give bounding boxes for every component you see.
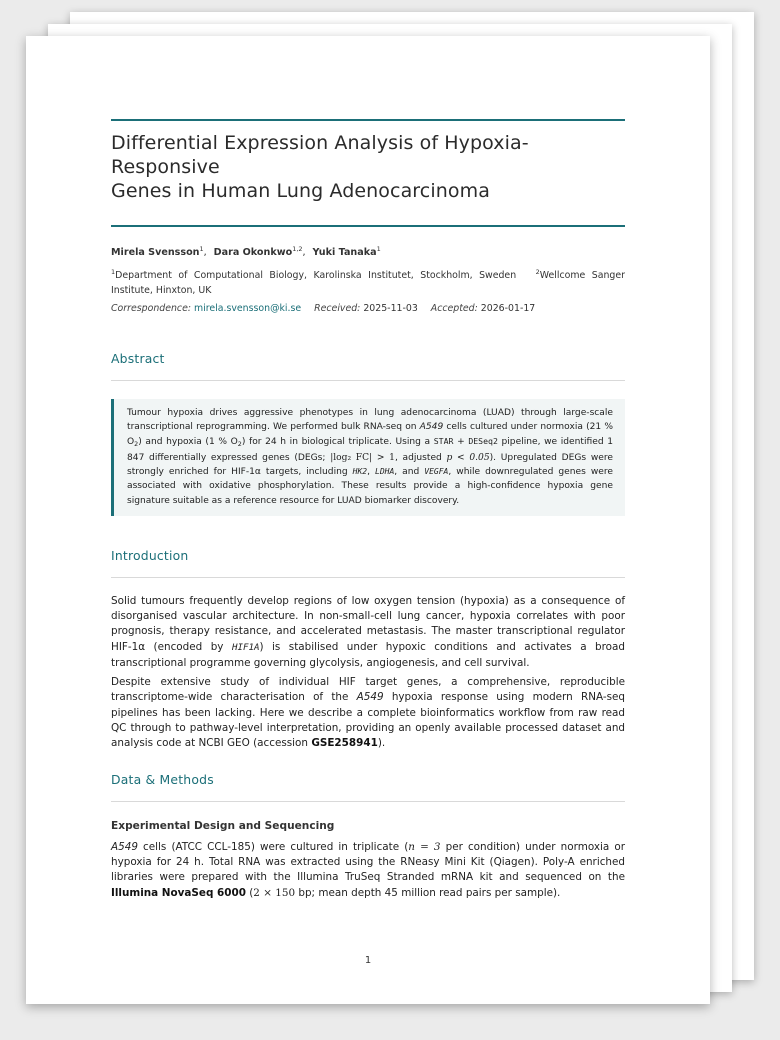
abstract-box: Tumour hypoxia drives aggressive phenotypes in lung adenocarcinoma (LUAD) through large-scale transcriptional reprogramming. We performed bulk RNA-seq on A549 cells cultured under normoxia (21 % $O_2$) and hypoxia (1 % $O_2$) for 24 h in biological triplicate. Using a STAR + DESeq2 pipeline, we identified 1 847 differentially expressed genes (DEGs; |log₂ FC| > 1, adjusted p < 0.05). Upregulated DEGs were strongly enriched for HIF-1α targets, including HK2, LDHA, and VEGFA, while downregulated genes were associated with oxidative phosphorylation. These results provide a high-confidence hypoxia gene signature suitable as a reference resource for LUAD biomarker discovery. (111, 399, 625, 516)
correspondence-email[interactable]: mirela.svensson@ki.se (194, 303, 302, 314)
introduction-heading: Introduction (111, 547, 189, 563)
accepted-date: 2026-01-17 (480, 303, 536, 314)
author-list: Mirela Svensson$^1$, Dara Okonkwo$^{1,2}$, Yuki Tanaka$^1$ (111, 245, 381, 258)
correspondence-line: Correspondence: mirela.svensson@ki.se Received: 2025-11-03 Accepted: 2026-01-17 (111, 303, 536, 314)
section-rule (111, 577, 625, 578)
author-name: Yuki Tanaka$^1$ (312, 245, 381, 258)
title-bottom-rule (111, 225, 625, 227)
page-number: 1 (364, 955, 372, 966)
author-name: Dara Okonkwo$^{1,2}$ (213, 245, 303, 258)
paper-title: Differential Expression Analysis of Hypoxia-Responsive Genes in Human Lung Adenocarcinoma (111, 132, 529, 202)
author-name: Mirela Svensson$^1$ (111, 245, 204, 258)
intro-paragraph-1: Solid tumours frequently develop regions of low oxygen tension (hypoxia) as a consequence of disorganised vascular architecture. In non-small-cell lung cancer, hypoxia correlates with poor prognosis, therapy resistance, and accelerated metastasis. The master transcriptional regulator HIF-1α (encoded by HIF1A) is stabilised under hypoxic conditions and activates a broad transcriptional programme governing glycolysis, angiogenesis, and cell survival. (111, 594, 625, 669)
intro-paragraph-2: Despite extensive study of individual HIF target genes, a comprehensive, reproducible transcriptome-wide characterisation of the A549 hypoxia response using modern RNA-seq pipelines has been lacking. Here we describe a complete bioinformatics workflow from raw read QC through to pathway-level interpretation, providing an openly available processed dataset and analysis code at NCBI GEO (accession GSE258941). (111, 676, 625, 750)
section-rule (111, 380, 625, 381)
title-top-rule (111, 119, 625, 121)
methods-paragraph-1: A549 cells (ATCC CCL-185) were cultured in triplicate (n = 3 per condition) under normoxia or hypoxia for 24 h. Total RNA was extracted using the RNeasy Mini Kit (Qiagen). Poly-A enriched libraries were prepared with the Illumina TruSeq Stranded mRNA kit and sequenced on the Illumina NovaSeq 6000 (2 × 150 bp; mean depth 45 million read pairs per sample). (111, 840, 626, 899)
methods-subheading: Experimental Design and Sequencing (111, 819, 335, 832)
abstract-heading: Abstract (111, 351, 165, 366)
methods-heading: Data & Methods (111, 771, 214, 787)
received-date: 2025-11-03 (363, 303, 418, 314)
section-rule (111, 801, 625, 802)
page-content (111, 119, 625, 901)
affiliations: $^1$Department of Computational Biology, Karolinska Institutet, Stockholm, Sweden $^2$Wellcome Sanger Institute, Hinxton, UK (111, 268, 625, 296)
paper-page (26, 36, 710, 1004)
